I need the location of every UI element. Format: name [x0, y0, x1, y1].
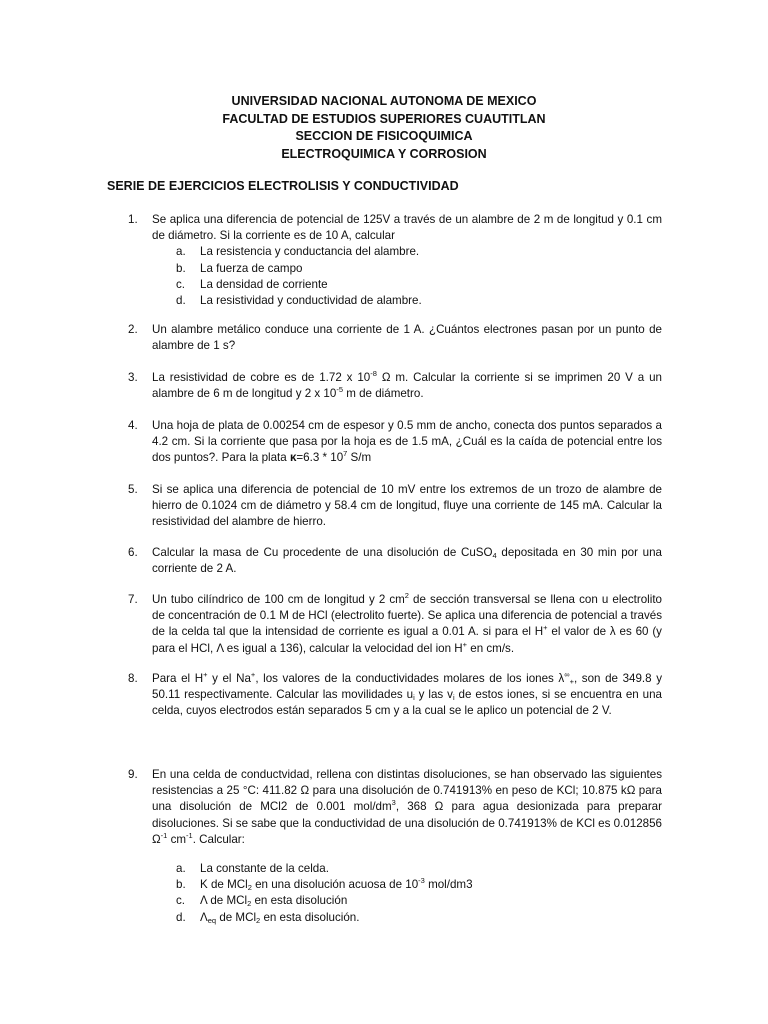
- superscript: -3: [418, 876, 425, 886]
- section-name: SECCION DE FISICOQUIMICA: [295, 129, 473, 143]
- sub-question-text: La resistencia y conductancia del alambre.: [200, 245, 420, 259]
- exercise-3: [128, 370, 662, 402]
- exercise-text: Un alambre metálico conduce una corriente de 1 A. ¿Cuántos electrones pasan por un punto de alambre de 1 s?: [152, 323, 662, 353]
- text-run: La resistividad de cobre es de 1.72 x 10: [152, 371, 371, 384]
- superscript: 3: [391, 798, 396, 808]
- exercise-number: 4.: [128, 419, 138, 432]
- text-run: en esta disolución: [251, 894, 348, 908]
- exercise-number: 7.: [128, 593, 138, 606]
- sub-question-list: [128, 244, 662, 309]
- exercise-number: 2.: [128, 323, 138, 336]
- sub-question-list: [128, 861, 662, 926]
- text-run: Para el H: [152, 672, 204, 685]
- text-run: S/m: [347, 451, 372, 465]
- sub-question: [128, 277, 662, 293]
- text-run: el valor de λ es 60 (y para el HCl, Λ es igual a 136), calcular la velocidad del ion H: [152, 625, 662, 655]
- text-run: Λ de MCl: [200, 894, 248, 908]
- text-run: K de MCl: [200, 878, 248, 892]
- text-run: , 368 Ω para agua desionizada para preparar disoluciones. Si se sabe que la conductividad de una disolución de 0.741913% de KCl es 0.012856 Ω: [152, 800, 662, 846]
- sub-question: [128, 877, 662, 893]
- text-run: Calcular la masa de Cu procedente de una disolución de CuSO: [152, 546, 493, 559]
- exercise-text: [152, 418, 662, 467]
- exercise-number: 5.: [128, 483, 138, 496]
- text-run: mol/dm3: [424, 878, 473, 892]
- sub-question-letter: c.: [176, 277, 186, 291]
- exercise-text: [152, 767, 662, 848]
- superscript: 2: [404, 591, 409, 600]
- text-run: =6.3 * 10: [296, 451, 344, 465]
- exercise-number: 6.: [128, 546, 138, 559]
- subscript: i: [452, 693, 455, 703]
- faculty-name: FACULTAD DE ESTUDIOS SUPERIORES CUAUTITLAN: [222, 111, 546, 126]
- text-run: , los valores de la conductividades molares de los iones λ: [255, 672, 565, 685]
- subscript: eq: [207, 915, 217, 925]
- sub-question-text: La constante de la celda.: [200, 862, 329, 876]
- exercise-8: [128, 671, 662, 720]
- exercise-text: [152, 370, 662, 402]
- exercise-number: 8.: [128, 672, 138, 685]
- text-run: Ω m. Calcular la corriente si se imprimen 20 V a un alambre de 6 m de longitud y 2 x 10: [152, 371, 663, 401]
- subscript: 2: [256, 915, 261, 925]
- exercise-number: 1.: [128, 213, 138, 226]
- superscript: -1: [186, 830, 193, 840]
- sub-question-letter: d.: [176, 910, 186, 924]
- sub-question: [128, 910, 662, 926]
- exercise-text: Se aplica una diferencia de potencial de 125V a través de un alambre de 2 m de longitud y 0.1 cm de diámetro. Si la corriente es de 10 A, calcular: [152, 213, 662, 243]
- sub-question: [128, 261, 662, 277]
- subscript: +: [569, 677, 574, 686]
- sub-question-letter: b.: [176, 878, 186, 892]
- superscript: ∞: [564, 670, 570, 679]
- superscript: +: [250, 670, 256, 679]
- superscript: -1: [160, 830, 168, 840]
- exercise-1: [128, 212, 662, 309]
- text-run: En una celda de conductvidad, rellena con distintas disoluciones, se han observado las siguientes resistencias a 25 °C: 411.82 Ω para una disolución de 0.741913% en peso de KCl; 10.875 kΩ para una disolución de MCl2 de 0.001 mol/dm: [152, 768, 662, 814]
- sub-question-text: La densidad de corriente: [200, 277, 328, 291]
- sub-question-letter: d.: [176, 294, 186, 308]
- sub-question-letter: b.: [176, 261, 186, 275]
- text-run: de estos iones, si se encuentra en una celda, cuyos electrodos están separados 5 cm y a la cual se le aplico un potencial de 2 V.: [152, 688, 662, 718]
- exercise-2: [128, 322, 662, 354]
- kappa-symbol: κ: [289, 451, 297, 465]
- sub-question: [128, 861, 662, 877]
- exercise-5: [128, 482, 662, 531]
- text-run: en esta disolución.: [260, 910, 360, 924]
- text-run: y el Na: [207, 672, 251, 685]
- superscript: +: [462, 639, 468, 649]
- sub-question: [128, 244, 662, 260]
- sub-question-letter: a.: [176, 245, 186, 259]
- text-run: de sección transversal se llena con u electrolito de concentración de 0.1 M de HCl (electrolito fuerte). Se aplica una diferencia de potencial a través de la celda tal que la intensidad de corriente es igual a 0.01 A. si para el H: [152, 593, 662, 639]
- text-run: y las v: [414, 688, 453, 702]
- exercise-number: 3.: [128, 371, 138, 384]
- superscript: -8: [370, 369, 377, 378]
- course-name: ELECTROQUIMICA Y CORROSION: [281, 146, 487, 161]
- series-title: SERIE DE EJERCICIOS ELECTROLISIS Y CONDUCTIVIDAD: [107, 179, 459, 193]
- text-run: Un tubo cilíndrico de 100 cm de longitud y 2 cm: [152, 593, 405, 606]
- superscript: 7: [343, 449, 348, 459]
- exercise-4: [128, 418, 662, 467]
- exercise-6: [128, 545, 662, 577]
- text-run: . Calcular:: [192, 832, 245, 846]
- subscript: i: [413, 693, 415, 703]
- text-run: Una hoja de plata de 0.00254 cm de espesor y 0.5 mm de ancho, conecta dos puntos separados a 4.2 cm. Si la corriente que pasa por la hoja es de 1.5 mA, ¿Cuál es la caída de potencial entre los dos puntos?. Para la plata: [152, 419, 662, 465]
- sub-question: [128, 293, 662, 309]
- text-run: cm: [167, 832, 187, 846]
- subscript: 4: [492, 551, 497, 560]
- sub-question-letter: a.: [176, 862, 186, 876]
- subscript: 2: [247, 899, 252, 909]
- text-run: m de diámetro.: [343, 387, 424, 401]
- sub-question-text: La resistividad y conductividad de alambre.: [200, 294, 422, 308]
- text-run: depositada en 30 min por una corriente de 2 A.: [152, 546, 663, 576]
- exercise-number: 9.: [128, 768, 138, 781]
- sub-question-text: La fuerza de campo: [200, 261, 303, 275]
- superscript: +: [203, 670, 208, 679]
- superscript: -5: [336, 385, 343, 395]
- exercise-text: Si se aplica una diferencia de potencial de 10 mV entre los extremos de un trozo de alambre de hierro de 0.1024 cm de diámetro y 58.4 cm de longitud, fluye una corriente de 145 mA. Calcular la resistividad del alambre de hierro.: [152, 483, 662, 529]
- exercise-9: [128, 767, 662, 926]
- text-run: en cm/s.: [467, 641, 515, 655]
- document-header: [0, 93, 768, 163]
- text-run: Λ: [200, 910, 208, 924]
- text-run: de MCl: [216, 910, 257, 924]
- exercise-7: [128, 592, 662, 657]
- subscript: 2: [247, 883, 252, 893]
- sub-question-letter: c.: [176, 894, 186, 908]
- exercise-text: [152, 545, 662, 577]
- exercise-text: [152, 671, 662, 720]
- text-run: , son de 349.8 y 50.11 respectivamente. Calcular las movilidades u: [152, 672, 662, 702]
- university-name: UNIVERSIDAD NACIONAL AUTONOMA DE MEXICO: [231, 94, 537, 108]
- exercise-text: [152, 592, 662, 657]
- text-run: en una disolución acuosa de 10: [251, 878, 419, 892]
- superscript: +: [543, 623, 548, 633]
- sub-question: [128, 893, 662, 909]
